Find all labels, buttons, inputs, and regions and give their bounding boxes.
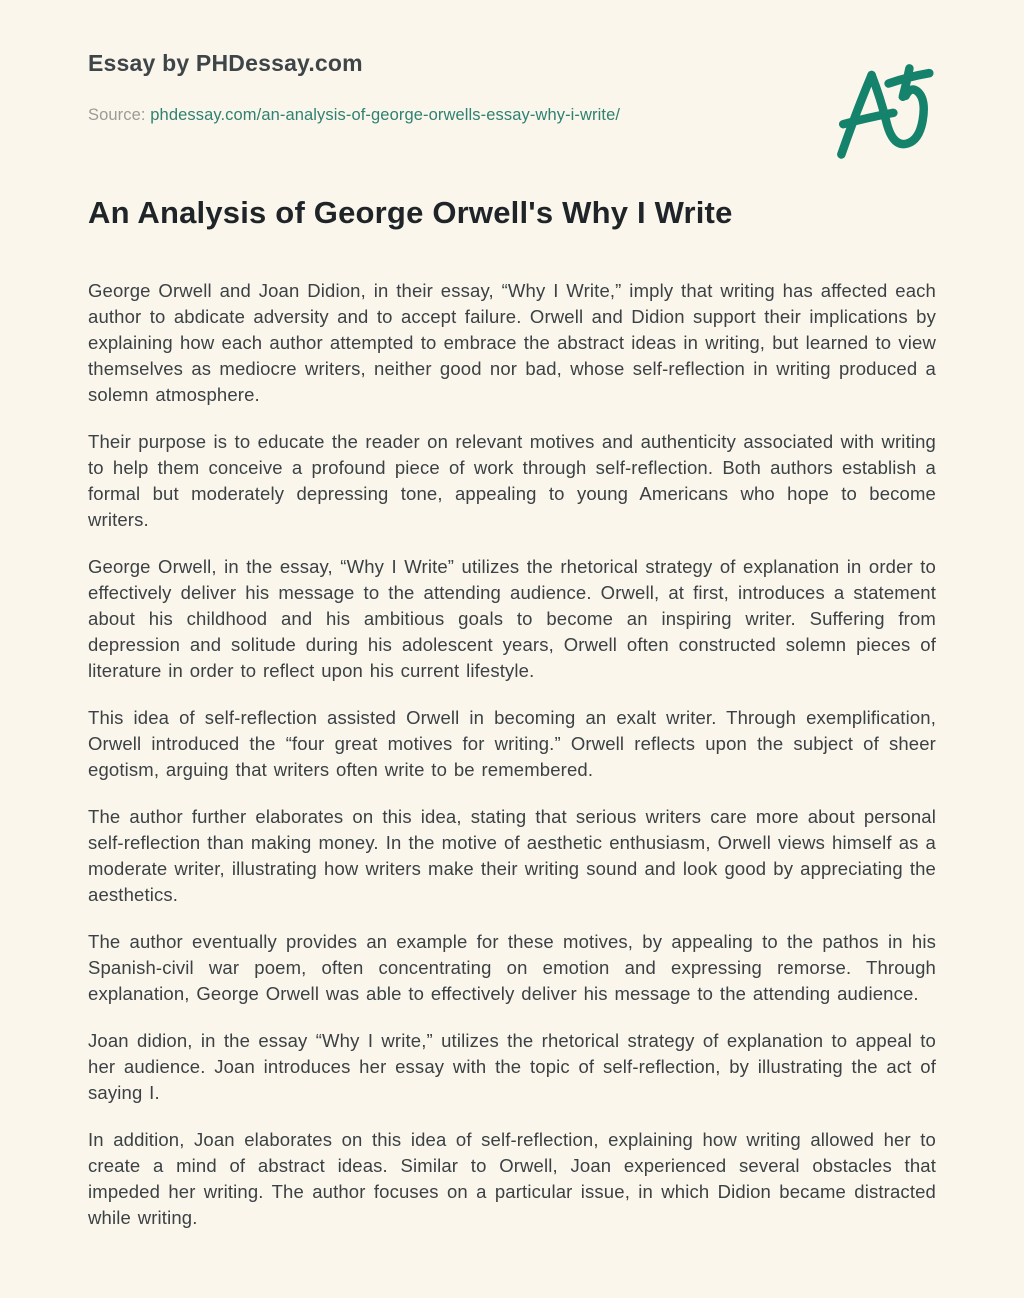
essay-paragraph: The author eventually provides an example for these motives, by appealing to the pathos in his Spanish-civil war poem, often concentrating on emotion and expressing remorse. Through explanation, George Orwell was able to effectively deliver his message to the attending audience. bbox=[88, 931, 936, 1004]
a-plus-logo-icon bbox=[830, 52, 934, 168]
essay-title: An Analysis of George Orwell's Why I Write bbox=[88, 195, 733, 230]
essay-paragraph: George Orwell and Joan Didion, in their essay, “Why I Write,” imply that writing has affected each author to abdicate adversity and to accept failure. Orwell and Didion support their implications by explaining how each author attempted to embrace the abstract ideas in writing, but learned to view themselves as mediocre writers, neither good nor bad, whose self-reflection in writing produced a solemn atmosphere. bbox=[88, 280, 936, 405]
source-label: Source: bbox=[88, 106, 146, 124]
essay-paragraph: Joan didion, in the essay “Why I write,” utilizes the rhetorical strategy of explanation to appeal to her audience. Joan introduces her essay with the topic of self-reflection, by illustrating the act of saying I. bbox=[88, 1030, 936, 1103]
essay-body bbox=[88, 278, 936, 1231]
essay-paragraph: Their purpose is to educate the reader on relevant motives and authenticity associated with writing to help them conceive a profound piece of work through self-reflection. Both authors establish a formal but moderately depressing tone, appealing to young Americans who hope to become writers. bbox=[88, 431, 936, 530]
byline: Essay by PHDessay.com bbox=[88, 50, 363, 76]
source-link[interactable]: phdessay.com/an-analysis-of-george-orwells-essay-why-i-write/ bbox=[150, 106, 621, 124]
essay-paragraph: The author further elaborates on this idea, stating that serious writers care more about personal self-reflection than making money. In the motive of aesthetic enthusiasm, Orwell views himself as a moderate writer, illustrating how writers make their writing sound and look good by appreciating the aesthetics. bbox=[88, 806, 936, 905]
essay-paragraph: In addition, Joan elaborates on this idea of self-reflection, explaining how writing allowed her to create a mind of abstract ideas. Similar to Orwell, Joan experienced several obstacles that impeded her writing. The author focuses on a particular issue, in which Didion became distracted while writing. bbox=[88, 1129, 936, 1228]
essay-paragraph: This idea of self-reflection assisted Orwell in becoming an exalt writer. Through exemplification, Orwell introduced the “four great motives for writing.” Orwell reflects upon the subject of sheer egotism, arguing that writers often write to be remembered. bbox=[88, 707, 936, 780]
page-header bbox=[88, 50, 936, 125]
source-line bbox=[88, 106, 936, 125]
essay-paragraph: George Orwell, in the essay, “Why I Write” utilizes the rhetorical strategy of explanation in order to effectively deliver his message to the attending audience. Orwell, at first, introduces a statement about his childhood and his ambitious goals to become an inspiring writer. Suffering from depression and solitude during his adolescent years, Orwell often constructed solemn pieces of literature in order to reflect upon his current lifestyle. bbox=[88, 556, 936, 681]
